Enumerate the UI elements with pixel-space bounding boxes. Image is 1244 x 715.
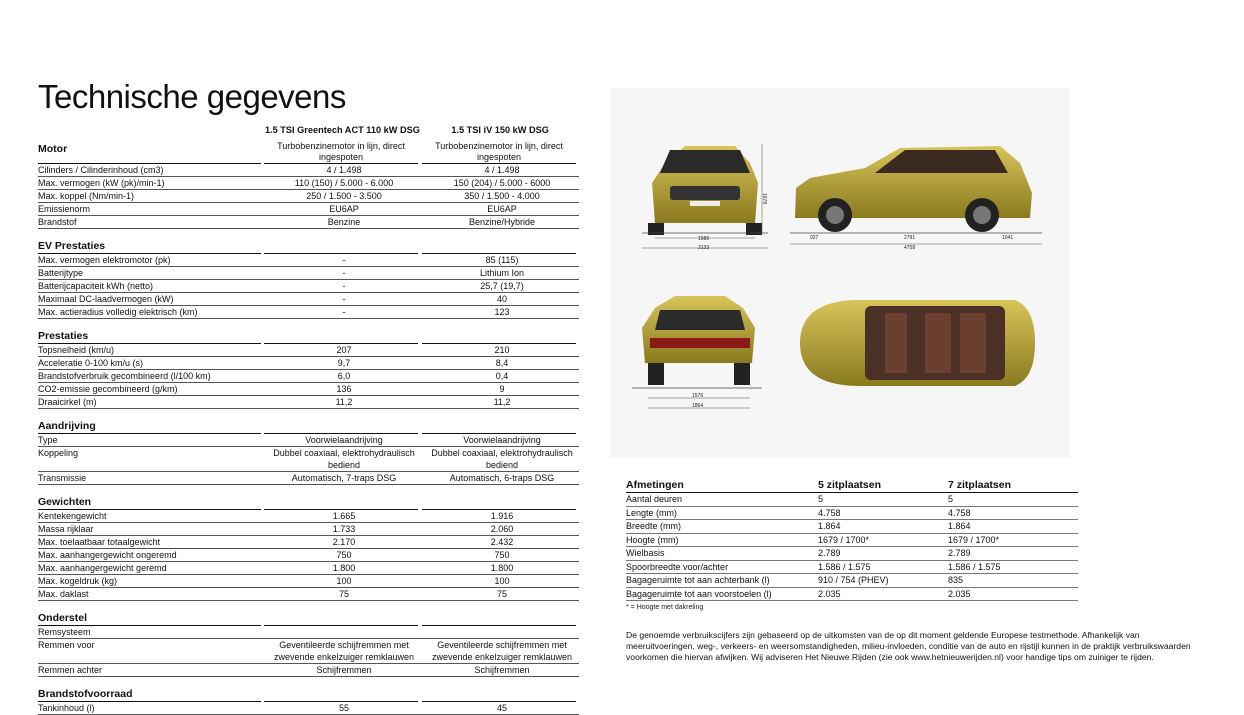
spec-value: 45 (496, 703, 507, 713)
spec-label: Max. vermogen (kW (pk)/min-1) (38, 178, 165, 188)
spec-value: - (342, 255, 346, 265)
spec-label: Acceleratie 0-100 km/u (s) (38, 358, 144, 368)
spec-label: Remmen achter (38, 665, 103, 675)
spec-value: 2.432 (490, 537, 514, 547)
spec-value: 207 (336, 345, 352, 355)
side-total-length: 4758 (904, 245, 916, 251)
spec-label: Max. vermogen elektromotor (pk) (38, 255, 171, 265)
section-motor (38, 141, 579, 164)
dimension-value: 5 (818, 494, 824, 504)
dimension-value: 4.758 (948, 507, 971, 518)
spec-value: Schijfremmen (316, 665, 372, 675)
spec-row (38, 588, 579, 601)
spec-row (38, 267, 579, 280)
spec-row (38, 280, 579, 293)
spec-label: Topsnelheid (km/u) (38, 345, 115, 355)
dimension-label: Bagageruimte tot aan achterbank (l) (626, 575, 770, 585)
spec-row (38, 203, 579, 216)
spec-row (38, 164, 579, 177)
spec-value: 55 (338, 703, 349, 713)
spec-label: Max. toelaatbaar totaalgewicht (38, 537, 161, 547)
spec-value: EU6AP (487, 204, 517, 214)
side-front-overhang: 927 (810, 235, 819, 241)
dimension-value: 1.586 / 1.575 (948, 561, 1001, 572)
spec-value: 750 (494, 550, 510, 560)
dimension-label: Spoorbreedte voor/achter (626, 561, 729, 572)
spec-value: 350 / 1.500 - 4.000 (464, 191, 540, 201)
spec-label: Max. kogeldruk (kg) (38, 576, 118, 586)
spec-label: Batterijcapaciteit kWh (netto) (38, 281, 154, 291)
car-front-view (642, 144, 768, 251)
spec-value: Geventileerde schijfremmen met zwevende enkelzuiger remklauwen (273, 640, 415, 662)
dimension-value: 2.035 (948, 588, 971, 599)
spec-row (38, 536, 579, 549)
dimensions-row (626, 507, 1078, 521)
spec-table (38, 124, 579, 715)
spec-label: Tankinhoud (l) (38, 703, 95, 713)
spec-value: 1.916 (490, 511, 514, 521)
spec-label: Transmissie (38, 473, 87, 483)
spec-row (38, 523, 579, 536)
spec-value: Geventileerde schijfremmen met zwevende enkelzuiger remklauwen (431, 640, 573, 662)
spec-row (38, 370, 579, 383)
dimension-value: 1.586 / 1.575 (818, 561, 871, 572)
dimension-value: 1.864 (948, 521, 971, 531)
dimensions-row (626, 520, 1078, 534)
spec-value: 9,7 (337, 358, 351, 368)
spec-row (38, 575, 579, 588)
front-width-2: 2133 (698, 245, 710, 251)
spec-value: 11,2 (493, 397, 511, 407)
spec-row (38, 383, 579, 396)
spec-column-headers (38, 124, 579, 139)
section-heading: Motor (38, 141, 261, 164)
dimension-value: 2.789 (818, 548, 841, 558)
spec-row (38, 702, 579, 715)
car-side-view (790, 146, 1042, 251)
spec-value: 9 (499, 384, 505, 394)
spec-value: 11,2 (335, 397, 353, 407)
dimensions-table (626, 478, 1078, 601)
spec-label: Brandstof (38, 217, 77, 227)
spec-value: Dubbel coaxiaal, elektrohydraulisch bediend (431, 448, 573, 470)
spec-value: 4 / 1.498 (484, 165, 520, 175)
spec-label: Brandstofverbruik gecombineerd (l/100 km) (38, 371, 211, 381)
spec-row (38, 626, 579, 639)
spec-value: Automatisch, 6-traps DSG (449, 473, 555, 483)
spec-value: 8,4 (495, 358, 509, 368)
spec-value: 210 (494, 345, 510, 355)
section-heading: Aandrijving (38, 418, 261, 434)
spec-row (38, 177, 579, 190)
spec-value: 2.170 (332, 537, 356, 547)
spec-value: 100 (336, 576, 352, 586)
front-width-1: 1586 (698, 236, 710, 242)
spec-row (38, 447, 579, 472)
spec-label: Max. aanhangergewicht ongeremd (38, 550, 177, 560)
spec-row (38, 664, 579, 677)
spec-value: - (342, 307, 346, 317)
spec-row (38, 344, 579, 357)
section-heading: Gewichten (38, 494, 261, 510)
spec-label: Draaicirkel (m) (38, 397, 97, 407)
spec-value: 110 (150) / 5.000 - 6.000 (294, 178, 394, 188)
dimension-value: 4.758 (818, 507, 841, 518)
spec-label: Cilinders / Cilinderinhoud (cm3) (38, 165, 164, 175)
spec-label: Max. actieradius volledig elektrisch (km) (38, 307, 198, 317)
spec-value (267, 626, 421, 638)
spec-value: 6,0 (337, 371, 351, 381)
dimension-value: 835 (948, 575, 964, 585)
spec-row (38, 396, 579, 409)
spec-row (38, 216, 579, 229)
dimension-value: 5 (948, 494, 954, 504)
spec-value: Voorwielaandrijving (305, 435, 383, 445)
spec-row (38, 549, 579, 562)
dimension-label: Lengte (mm) (626, 507, 678, 518)
spec-value: 75 (496, 589, 507, 599)
spec-value: 123 (494, 307, 510, 317)
dimensions-row (626, 493, 1078, 507)
spec-value: 2.060 (490, 524, 514, 534)
side-rear-overhang: 1041 (1002, 235, 1014, 241)
spec-value: Schijfremmen (474, 665, 530, 675)
dimension-value: 910 / 754 (PHEV) (818, 575, 889, 585)
section-heading: Prestaties (38, 328, 261, 344)
spec-value: 85 (115) (485, 255, 519, 265)
column-header-2: 1.5 TSI iV 150 kW DSG (451, 125, 549, 135)
dimension-label: Bagageruimte tot aan voorstoelen (l) (626, 588, 772, 599)
section-heading: Brandstofvoorraad (38, 686, 261, 702)
dimensions-row (626, 588, 1078, 602)
section-heading: EV Prestaties (38, 238, 261, 254)
spec-value: - (342, 294, 346, 304)
spec-value: - (342, 281, 346, 291)
spec-value: 150 (204) / 5.000 - 6000 (453, 178, 551, 188)
spec-label: CO2-emissie gecombineerd (g/km) (38, 384, 178, 394)
spec-row (38, 434, 579, 447)
dimensions-header: Afmetingen 5 zitplaatsen 7 zitplaatsen (626, 478, 1078, 493)
spec-row (38, 510, 579, 523)
spec-value: 0,4 (495, 371, 509, 381)
spec-value: Dubbel coaxiaal, elektrohydraulisch bediend (273, 448, 415, 470)
spec-value: Automatisch, 7-traps DSG (291, 473, 397, 483)
spec-value: Lithium Ion (479, 268, 525, 278)
spec-value: 1.800 (332, 563, 356, 573)
section-aandrijving (38, 418, 579, 434)
dimensions-row (626, 547, 1078, 561)
car-rear-view (632, 296, 762, 409)
section-gewichten (38, 494, 579, 510)
dimensions-row (626, 574, 1078, 588)
spec-value (425, 626, 579, 638)
dimensions-row (626, 534, 1078, 548)
spec-label: Type (38, 435, 58, 445)
spec-row (38, 562, 579, 575)
section-heading: Onderstel (38, 610, 261, 626)
dimension-value: 2.035 (818, 588, 841, 599)
spec-label: Max. aanhangergewicht geremd (38, 563, 167, 573)
spec-value: 100 (494, 576, 510, 586)
spec-label: Max. daklast (38, 589, 89, 599)
section-subtitle-1: Turbobenzinemotor in lijn, direct ingespoten (264, 141, 418, 164)
spec-label: Emissienorm (38, 204, 91, 214)
spec-value: Benzine/Hybride (468, 217, 536, 227)
front-height: 1678 (761, 193, 767, 205)
disclaimer: De genoemde verbruikscijfers zijn gebaseerd op de uitkomsten van de op dit moment geldende Europese testmethode. Afhankelijk van meeruitvoeringen, weg-, verkeers- en weersomstandigheden, milieu-invloeden, conditie van de auto en rijstijl kunnen in de praktijk verbruikswaarden voorkomen die hiervan afwijken. Wij adviseren Het Nieuwe Rijden (zie ook www.hetnieuwerijden.nl) voor handige tips om zuiniger te rijden. (626, 630, 1191, 662)
dimension-value: 1679 / 1700* (948, 534, 1000, 545)
rear-width-2: 1864 (692, 403, 704, 409)
section-onderstel (38, 610, 579, 626)
car-dimension-diagrams (610, 88, 1070, 458)
spec-label: Remsysteem (38, 627, 91, 637)
spec-value: 750 (336, 550, 352, 560)
car-top-view (800, 300, 1035, 386)
spec-row (38, 306, 579, 319)
section-prestaties (38, 328, 579, 344)
side-wheelbase: 2791 (904, 235, 916, 241)
spec-value: 1.665 (332, 511, 356, 521)
spec-value: 4 / 1.498 (326, 165, 362, 175)
footnote: * = Hoogte met dakreling (626, 604, 704, 611)
spec-row (38, 190, 579, 203)
spec-row (38, 293, 579, 306)
spec-label: Remmen voor (38, 640, 95, 650)
dimension-label: Wielbasis (626, 548, 665, 558)
spec-label: Kentekengewicht (38, 511, 107, 521)
section-subtitle-2: Turbobenzinemotor in lijn, direct ingespoten (422, 141, 576, 164)
dimension-value: 1.864 (818, 521, 841, 531)
spec-row (38, 472, 579, 485)
spec-value: 136 (336, 384, 352, 394)
section-ev (38, 238, 579, 254)
spec-value: Voorwielaandrijving (463, 435, 541, 445)
dimension-value: 2.789 (948, 548, 971, 558)
dimensions-row (626, 561, 1078, 575)
dimension-value: 1679 / 1700* (818, 534, 870, 545)
spec-row (38, 639, 579, 664)
spec-label: Koppeling (38, 448, 79, 458)
spec-value: 1.733 (332, 524, 356, 534)
spec-value: 1.800 (490, 563, 514, 573)
spec-value: 25,7 (19,7) (480, 281, 524, 291)
dimension-label: Aantal deuren (626, 494, 683, 504)
spec-row (38, 357, 579, 370)
spec-value: EU6AP (329, 204, 359, 214)
page-title: Technische gegevens (38, 78, 346, 115)
spec-value: 75 (338, 589, 349, 599)
rear-width-1: 1576 (692, 393, 704, 399)
spec-value: 250 / 1.500 - 3.500 (306, 191, 382, 201)
spec-row (38, 254, 579, 267)
spec-label: Massa rijklaar (38, 524, 94, 534)
spec-label: Maximaal DC-laadvermogen (kW) (38, 294, 174, 304)
column-header-1: 1.5 TSI Greentech ACT 110 kW DSG (264, 125, 420, 135)
dimension-label: Hoogte (mm) (626, 534, 679, 545)
spec-value: - (342, 268, 346, 278)
spec-value: Benzine (327, 217, 361, 227)
dimension-label: Breedte (mm) (626, 521, 682, 531)
spec-label: Max. koppel (Nm/min-1) (38, 191, 135, 201)
spec-value: 40 (496, 294, 507, 304)
spec-label: Batterijtype (38, 268, 84, 278)
